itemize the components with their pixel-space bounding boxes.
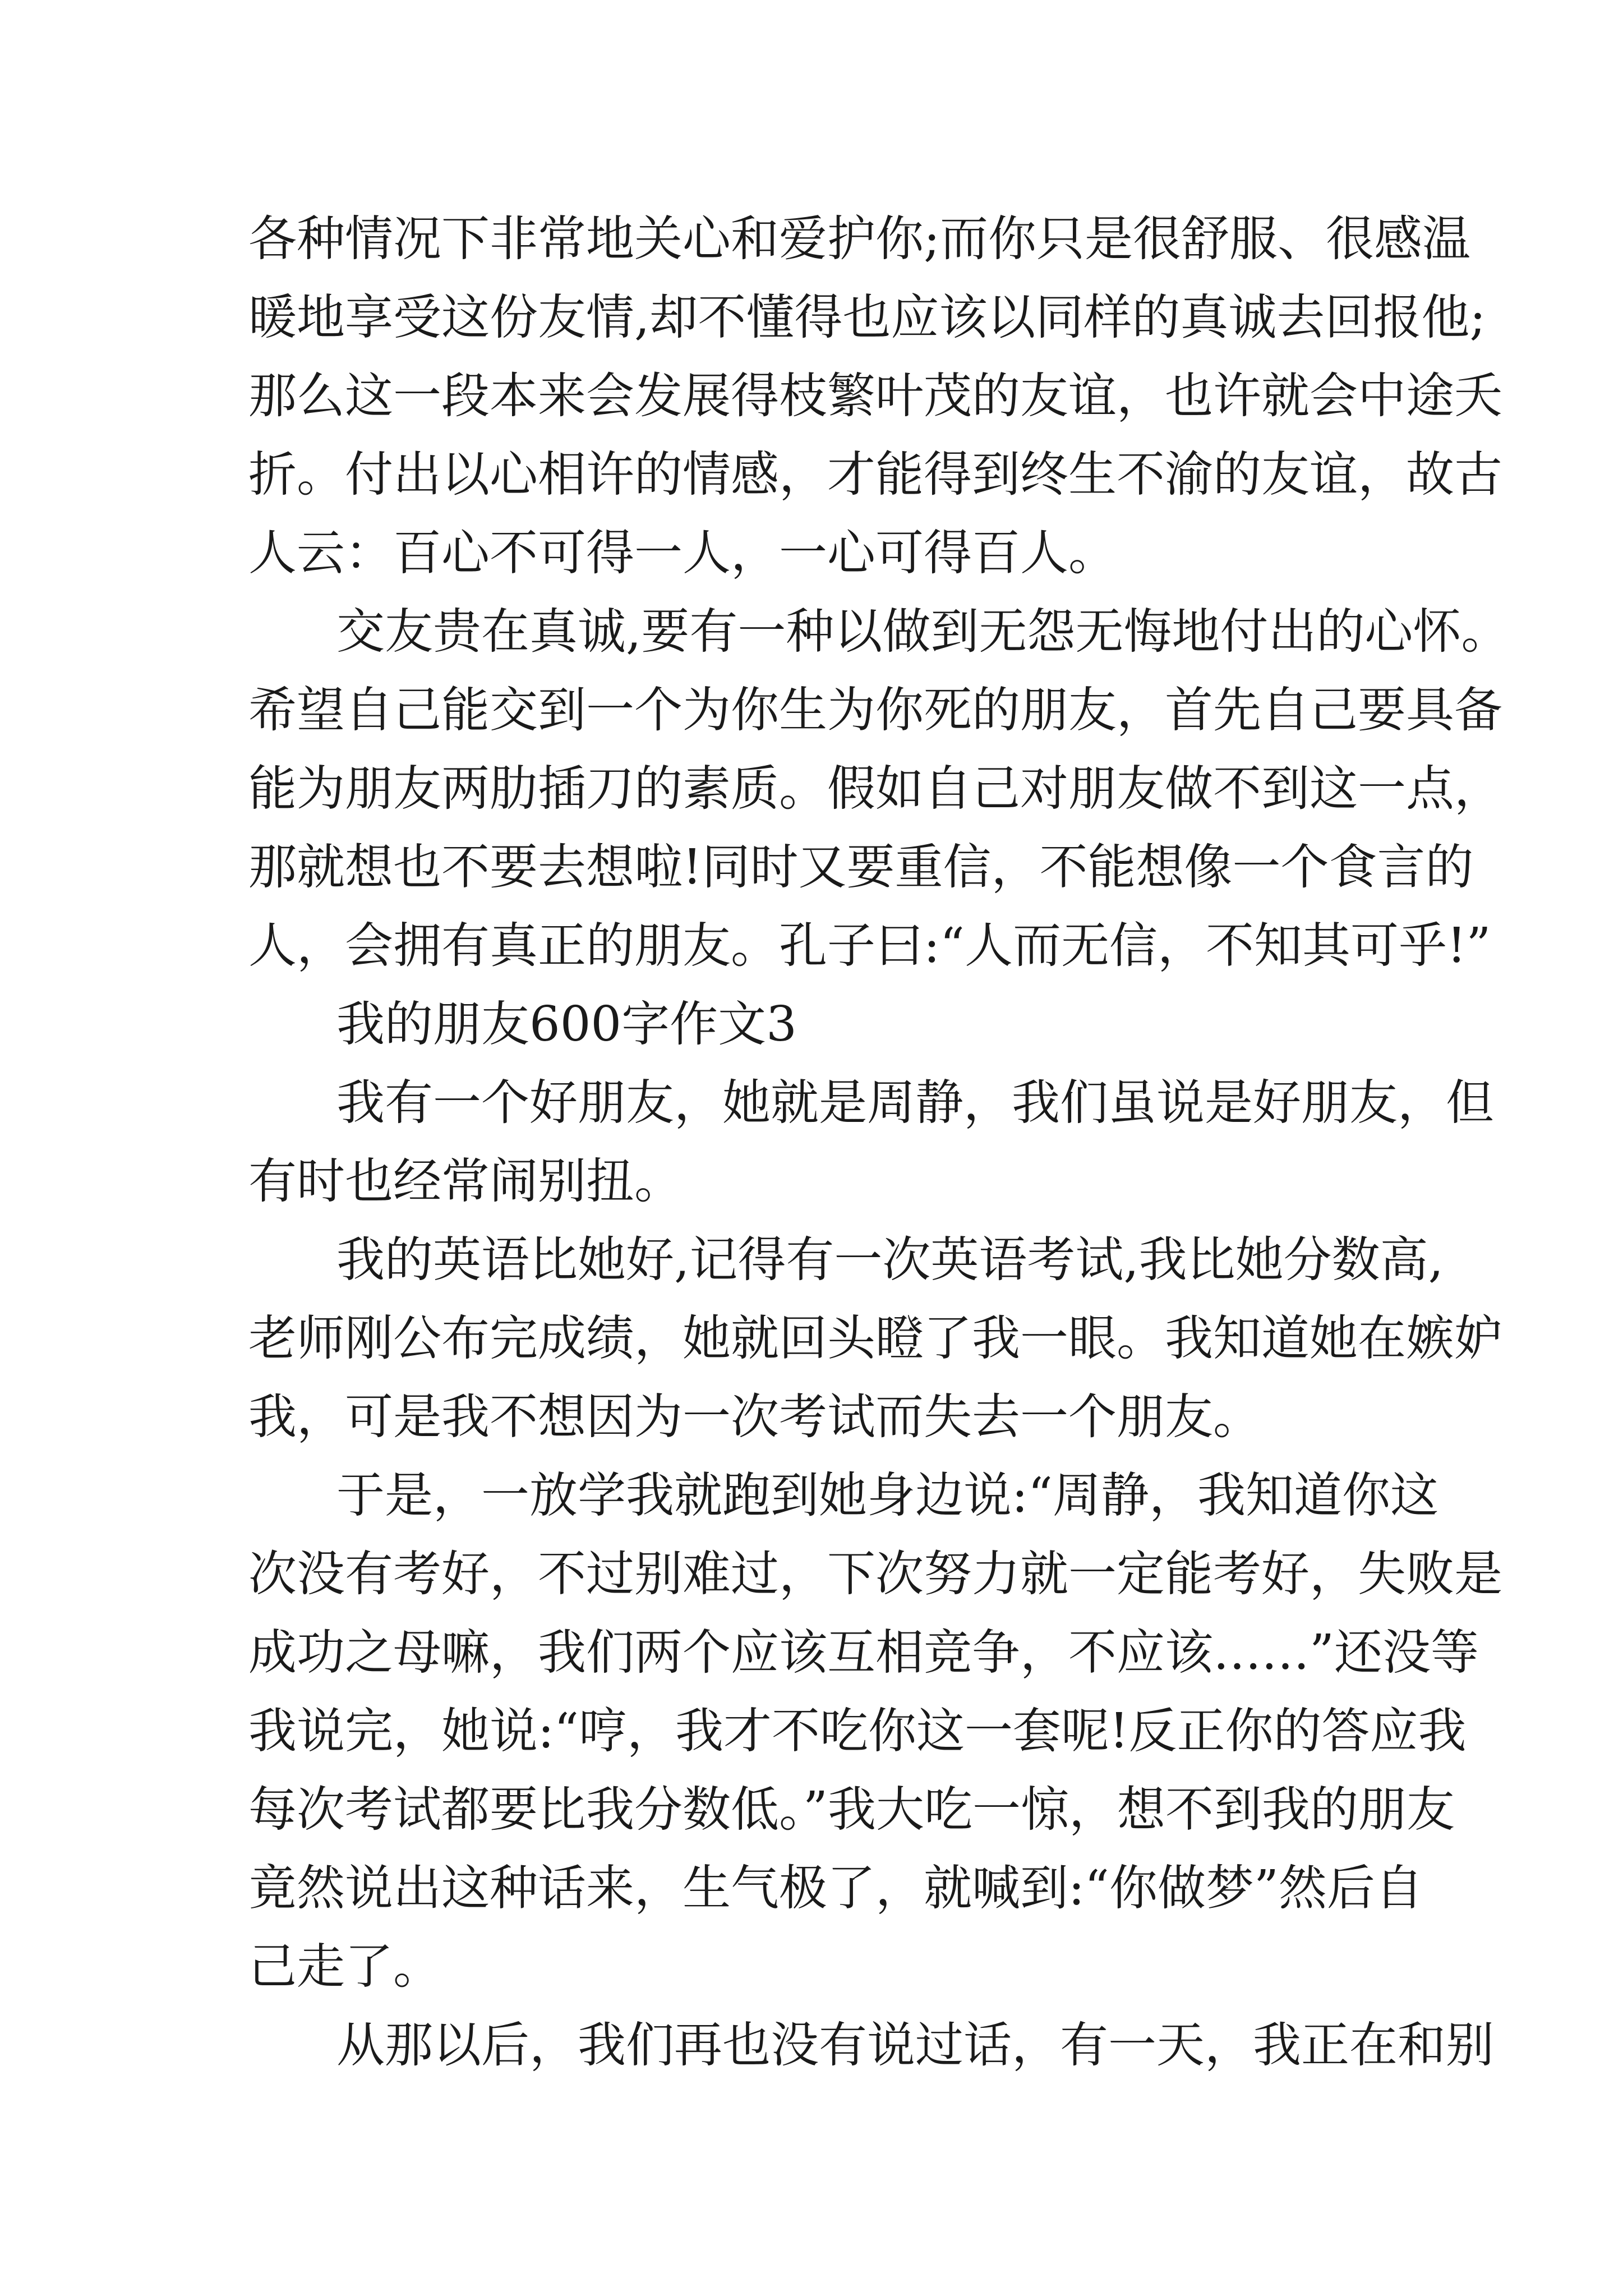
text-line: 那么这一段本来会发展得枝繁叶茂的友谊，也许就会中途夭	[248, 368, 1502, 424]
text-line: 能为朋友两肋插刀的素质。假如自己对朋友做不到这一点，	[248, 761, 1502, 817]
text-line: 老师刚公布完成绩，她就回头瞪了我一眼。我知道她在嫉妒	[248, 1310, 1502, 1366]
text-line: 竟然说出这种话来，生气极了，就喊到:“你做梦”然后自	[248, 1860, 1423, 1916]
paragraph-first-line: 交友贵在真诚,要有一种以做到无怨无悔地付出的心怀。	[336, 604, 1510, 660]
text-line: 我说完，她说:“哼，我才不吃你这一套呢!反正你的答应我	[248, 1703, 1467, 1759]
text-line: 次没有考好，不过别难过，下次努力就一定能考好，失败是	[248, 1546, 1502, 1602]
text-line: 成功之母嘛，我们两个应该互相竞争，不应该……”还没等	[248, 1625, 1479, 1681]
text-line: 人，会拥有真正的朋友。孔子曰:“人而无信，不知其可乎!”	[248, 918, 1491, 974]
paragraph-first-line: 于是，一放学我就跑到她身边说:“周静，我知道你这	[336, 1467, 1438, 1524]
text-line: 人云：百心不可得一人，一心可得百人。	[248, 525, 1117, 581]
text-line: 每次考试都要比我分数低。”我大吃一惊，想不到我的朋友	[248, 1782, 1455, 1838]
text-line: 那就想也不要去想啦!同时又要重信，不能想像一个食言的	[248, 839, 1474, 895]
text-line: 各种情况下非常地关心和爱护你;而你只是很舒服、很感温	[248, 211, 1470, 267]
text-line: 折。付出以心相许的情感，才能得到终生不渝的友谊，故古	[248, 447, 1502, 503]
paragraph-first-line: 我的英语比她好,记得有一次英语考试,我比她分数高,	[336, 1232, 1444, 1288]
text-line: 己走了。	[248, 1939, 441, 1995]
text-line: 我，可是我不想因为一次考试而失去一个朋友。	[248, 1389, 1261, 1445]
text-line: 希望自己能交到一个为你生为你死的朋友，首先自己要具备	[248, 682, 1502, 738]
section-heading: 我的朋友600字作文3	[336, 996, 797, 1052]
paragraph-first-line: 从那以后，我们再也没有说过话，有一天，我正在和别	[336, 2017, 1494, 2073]
paragraph-first-line: 我有一个好朋友，她就是周静，我们虽说是好朋友，但	[336, 1075, 1494, 1131]
text-line: 暖地享受这份友情,却不懂得也应该以同样的真诚去回报他;	[248, 289, 1486, 346]
text-line: 有时也经常闹别扭。	[248, 1153, 683, 1209]
